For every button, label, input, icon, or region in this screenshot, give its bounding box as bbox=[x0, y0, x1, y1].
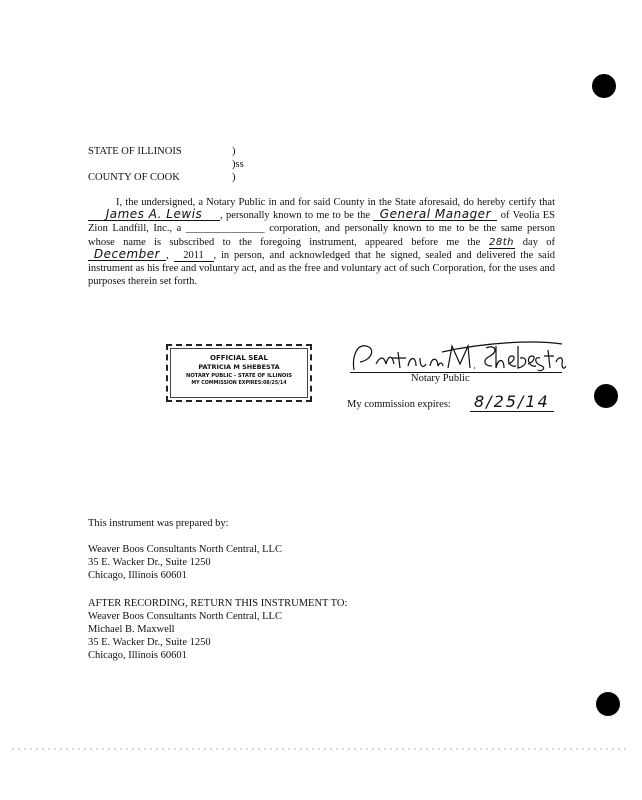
prepared-by-line-2: 35 E. Wacker Dr., Suite 1250 bbox=[88, 557, 211, 568]
return-line-2: Michael B. Maxwell bbox=[88, 624, 175, 635]
punch-hole-top bbox=[592, 74, 616, 98]
seal-state: NOTARY PUBLIC - STATE OF ILLINOIS bbox=[186, 373, 292, 379]
seal-name: PATRICIA M SHEBESTA bbox=[198, 363, 280, 371]
notary-seal-stamp bbox=[166, 344, 312, 402]
venue-ss: )ss bbox=[232, 159, 244, 170]
seal-title: OFFICIAL SEAL bbox=[210, 354, 268, 362]
notary-public-label: Notary Public bbox=[411, 373, 470, 384]
return-line-3: 35 E. Wacker Dr., Suite 1250 bbox=[88, 637, 211, 648]
return-heading: AFTER RECORDING, RETURN THIS INSTRUMENT TO: bbox=[88, 598, 348, 609]
punch-hole-bottom bbox=[596, 692, 620, 716]
acknowledgment-paragraph: I, the undersigned, a Notary Public in and for said County in the State aforesaid, do hereby certify that James A. Lewis , personally known to me to be the General Manager of Veolia ES Zion Landfill, Inc., a _______________ corporation, and personally known to me to be the same person whose name is subscribed to the foregoing instrument, appeared before me the 28th day of December , 2011 , in person, and acknowledged that he signed, sealed and delivered the said instrument as his free and voluntary act, and as the free and voluntary act of such Corporation, for the uses and purposes therein set forth. bbox=[88, 197, 556, 288]
seal-expiry: MY COMMISSION EXPIRES:08/25/14 bbox=[191, 381, 287, 386]
return-line-4: Chicago, Illinois 60601 bbox=[88, 650, 187, 661]
prepared-by-heading: This instrument was prepared by: bbox=[88, 518, 229, 529]
body-text-5: day of bbox=[522, 236, 555, 248]
commission-expires-label: My commission expires: bbox=[347, 399, 451, 410]
day-value: 28th bbox=[489, 236, 514, 248]
body-text-4: corporation, and personally known to me to be the same person whose name is subscribed to the foregoing instrument, appeared before me the bbox=[88, 223, 555, 248]
state-label: STATE OF ILLINOIS bbox=[88, 146, 182, 157]
venue-paren-3: ) bbox=[232, 172, 236, 183]
year-value: 2011 bbox=[174, 250, 214, 262]
body-text-1: I, the undersigned, a Notary Public in and for said County in the State aforesaid, do hereby certify that bbox=[116, 197, 555, 208]
county-label: COUNTY OF COOK bbox=[88, 172, 180, 183]
signer-name: James A. Lewis bbox=[88, 209, 220, 221]
body-text-7: , in person, and acknowledged that he signed, sealed and delivered the said instrument as his free and voluntary act, and as the free and voluntary act of such Corporation, for the uses and purposes therein set forth. bbox=[88, 249, 556, 288]
scan-noise-line bbox=[10, 747, 630, 751]
venue-paren-1: ) bbox=[232, 146, 236, 157]
corporation-blank: _______________ bbox=[185, 223, 265, 235]
prepared-by-line-1: Weaver Boos Consultants North Central, LLC bbox=[88, 544, 282, 555]
punch-hole-middle bbox=[594, 384, 618, 408]
body-text-2: , personally known to me to be the bbox=[220, 210, 371, 222]
signer-title: General Manager bbox=[373, 209, 497, 221]
prepared-by-line-3: Chicago, Illinois 60601 bbox=[88, 570, 187, 581]
body-text-3: of Veolia ES Zion Landfill, Inc., a bbox=[88, 210, 556, 235]
return-line-1: Weaver Boos Consultants North Central, LLC bbox=[88, 611, 282, 622]
commission-expires-value: 8/25/14 bbox=[470, 393, 554, 412]
month-value: December bbox=[88, 249, 166, 261]
